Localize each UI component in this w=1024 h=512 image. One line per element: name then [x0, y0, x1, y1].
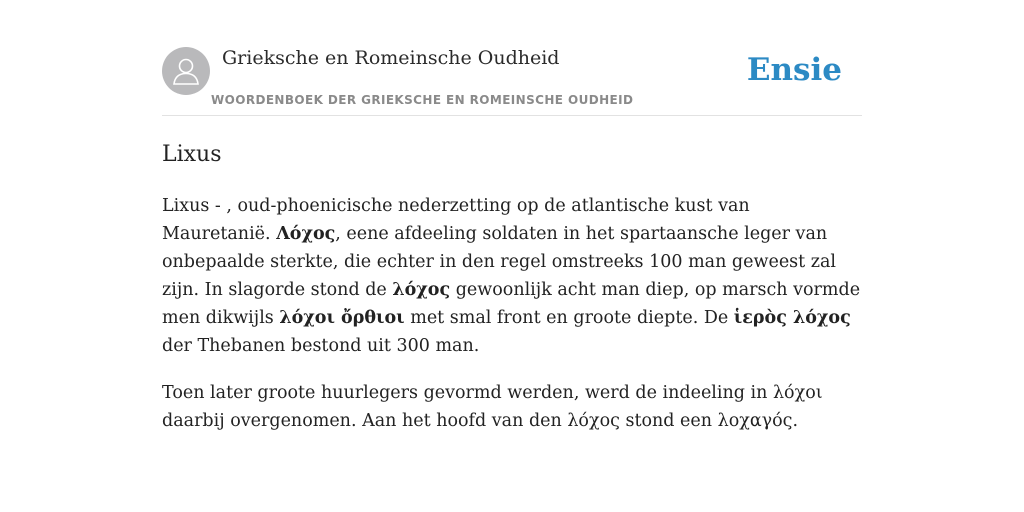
entry-text: der Thebanen bestond uit 300 man. — [162, 336, 480, 356]
brand-logo-link[interactable]: Ensie — [746, 52, 842, 88]
entry-title: Lixus — [162, 142, 222, 167]
greek-term: Λόχος — [276, 224, 336, 244]
greek-term: λόχοι ὄρθιοι — [279, 308, 405, 328]
entry-body — [162, 192, 862, 454]
header — [162, 46, 862, 116]
entry-text: , eene afdeeling soldaten in het spartaansche leger van onbepaalde sterkte, die echter in den regel omstreeks 100 man geweest zal zijn. In slagorde stond de — [162, 224, 837, 300]
entry-text: gewoonlijk acht man diep, op marsch vormde men dikwijls — [162, 280, 861, 328]
entry-text: Lixus - , oud-phoenicische nederzetting op de atlantische kust van Mauretanië. — [162, 196, 750, 244]
user-icon — [171, 56, 201, 86]
entry-text: met smal front en groote diepte. De — [410, 308, 729, 328]
source-avatar[interactable] — [162, 47, 210, 95]
greek-term: λόχος — [392, 280, 451, 300]
source-subtitle: WOORDENBOEK DER GRIEKSCHE EN ROMEINSCHE OUDHEID — [211, 93, 634, 107]
greek-term: ἱερὸς λόχος — [733, 308, 851, 328]
entry-paragraph-1 — [162, 192, 862, 360]
source-title-link[interactable]: Grieksche en Romeinsche Oudheid — [222, 47, 560, 69]
entry-paragraph-2: Toen later groote huurlegers gevormd werden, werd de indeeling in λόχοι daarbij overgenomen. Aan het hoofd van den λόχος stond een λοχαγός. — [162, 383, 823, 431]
